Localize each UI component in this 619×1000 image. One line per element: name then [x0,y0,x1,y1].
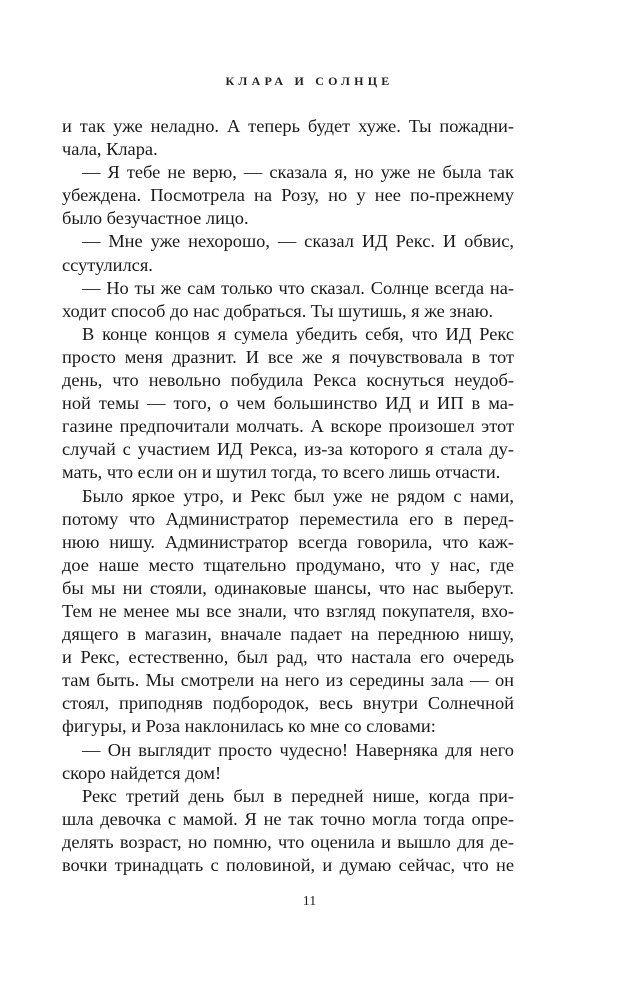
text-line: стоял, приподняв подбородок, весь внутри Солнечной [62,693,514,714]
text-line: было безучастное лицо. [62,208,249,229]
text-line: — Мне уже нехорошо, — сказал ИД Рекс. И обвис, [82,231,514,252]
text-line: мать, что если он и шутил тогда, то всего лишь отчасти. [62,462,501,483]
page-number: 11 [302,894,317,909]
text-line: газине предпочитали молчать. А вскоре произошел этот [62,416,514,437]
text-line: Было яркое утро, и Рекс был уже не рядом с нами, [82,485,514,506]
text-line: вочки тринадцать с половиной, и думаю сейчас, что не [62,855,514,875]
text-line: ссутулился. [62,254,153,275]
text-line: и так уже неладно. А теперь будет хуже. Ты пожадни- [62,116,514,136]
text-line: — Но ты же сам только что сказал. Солнце всегда на- [82,277,514,298]
text-line: и Рекс, естественно, был рад, что настала его очередь [62,647,514,668]
text-line: дое наше место тщательно продумано, что у нас, где [62,554,514,575]
text-line: — Я тебе не верю, — сказала я, но уже не была так [82,162,514,183]
text-line: убеждена. Посмотрела на Розу, но у нее по-прежнему [62,185,514,206]
text-line: чала, Клара. [62,139,158,160]
text-line: — Он выглядит просто чудесно! Наверняка для него [82,739,514,760]
text-line: В конце концов я сумела убедить себя, что ИД Рекс [82,323,514,344]
text-line: ходит способ до нас добраться. Ты шутишь, я же знаю. [62,300,494,321]
text-line: нюю нишу. Администратор всегда говорила, что каж- [62,531,514,552]
text-line: дящего в магазин, вначале падает на переднюю нишу, [62,624,514,645]
text-line: Рекс третий день был в передней нише, когда при- [82,785,514,806]
text-line: бы мы ни стояли, одинаковые шансы, что нас выберут. [62,577,514,598]
text-line: делять возраст, но помню, что оценила и вышло для де- [62,831,514,852]
text-line: там быть. Мы смотрели на него из середины зала — он [62,670,514,691]
running-head: КЛАРА И СОЛНЦЕ [225,74,394,88]
text-line: шла девочка с мамой. Я не так точно могла тогда опре- [62,808,514,829]
text-line: скоро найдется дом! [62,762,222,783]
text-line: фигуры, и Роза наклонилась ко мне со словами: [62,716,436,737]
text-line: случай с участием ИД Рекса, из-за которого я стала ду- [62,439,514,460]
text-line: ной темы — того, о чем большинство ИД и ИП в ма- [62,393,514,414]
body-text [62,115,514,877]
text-line: просто меня дразнит. И все же я почувствовала в тот [62,346,514,367]
text-line: день, что невольно побудила Рекса коснуться неудоб- [62,370,514,391]
text-line: Тем не менее мы все знали, что взгляд покупателя, вхо- [62,600,514,621]
text-line: потому что Администратор переместила его в перед- [62,508,514,529]
